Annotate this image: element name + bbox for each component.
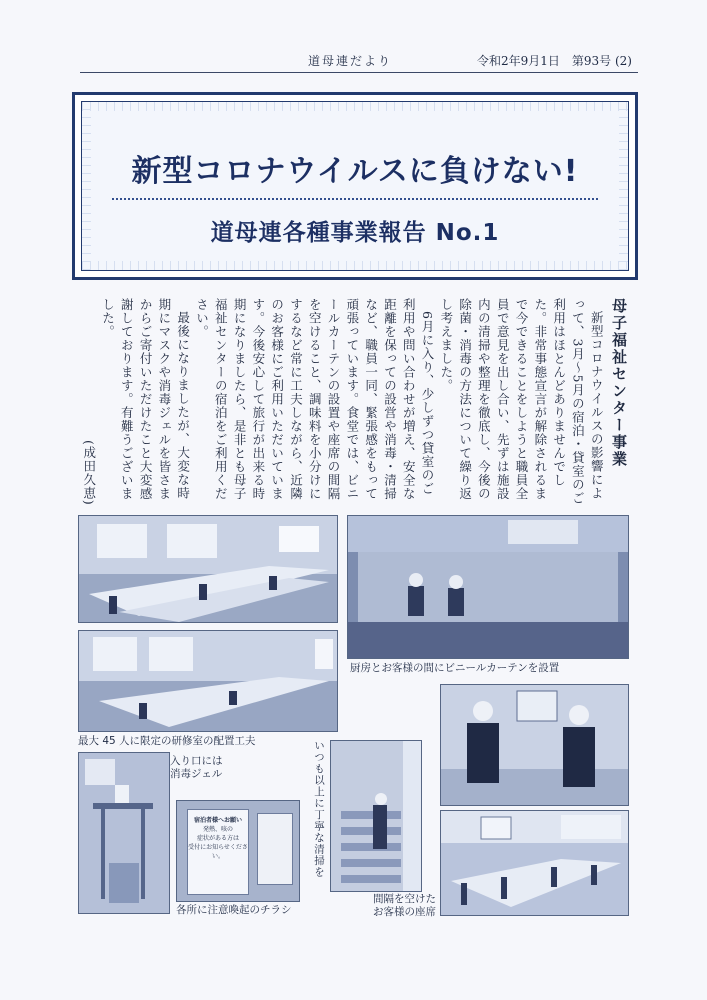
banner-title: 新型コロナウイルスに負けない! <box>131 154 579 189</box>
publication-name: 道母連だより <box>308 54 393 68</box>
caption-training-room: 最大 45 人に限定の研修室の配置工夫 <box>78 735 256 747</box>
entrance-image <box>79 753 169 913</box>
kitchen-photo <box>347 515 629 659</box>
caption-kitchen: 厨房とお客様の間にビニールカーテンを設置 <box>350 662 560 674</box>
flyer-line-1: 宿泊者様へお願い <box>193 817 242 824</box>
article-paragraph-3: 最後になりましたが、大変な時期にマスクや消毒ジェルを皆さまからご寄付いただけたこと大変感謝しております。有難うございました。 <box>100 298 191 501</box>
training-room-photo-1 <box>78 515 338 623</box>
article-heading: 母子福祉センター事業 <box>610 298 628 468</box>
dining-photo <box>440 810 629 916</box>
training-room-image-1 <box>79 516 337 622</box>
banner-subtitle: 道母連各種事業報告 No.1 <box>210 220 500 246</box>
page-header <box>80 50 640 72</box>
dotted-divider <box>112 198 598 200</box>
stairs-photo <box>330 740 422 892</box>
entrance-photo <box>78 752 170 914</box>
article-paragraph-2: 6月に入り、少しずつ貸室のご利用や問い合わせが増え、安全な距離を保っての設営や消毒・清掃など、職員一同、緊張感をもって頑張っています。食堂では、ビニールカーテンの設置や座席の間隔を空けること、調味料を小分けにするなど常に工夫しながら、近隣のお客様にご利用いただいています。今後安心して旅行が出来る時期になりましたら、是非とも母子福祉センターの宿泊をご利用ください。 <box>194 298 436 501</box>
stairs-image <box>331 741 421 891</box>
article-signature: (成田久恵) <box>81 440 97 506</box>
caption-flyer: 各所に注意喚起のチラシ <box>176 904 292 916</box>
flyer-line-4: 受付にお知らせください。 <box>188 844 248 860</box>
training-room-image-2 <box>79 631 337 731</box>
caption-seating: 間隔を空けた お客様の座席 <box>373 893 436 918</box>
dining-image <box>441 811 628 915</box>
banner-frame <box>81 101 629 271</box>
flyer-line-3: 症状がある方は <box>196 835 239 842</box>
kitchen-image <box>348 516 628 658</box>
staff-photo <box>440 684 629 806</box>
flyer-line-2: 発熱、咳の <box>202 826 233 833</box>
issue-date: 令和2年9月1日 第93号 (2) <box>477 54 632 68</box>
staff-image <box>441 685 628 805</box>
article-body <box>81 298 628 506</box>
header-rule <box>80 72 638 73</box>
flyer-sheet <box>187 809 249 895</box>
training-room-photo-2 <box>78 630 338 732</box>
caption-cleaning: いつも以上に丁寧な清掃を <box>313 740 325 878</box>
flyer-photo <box>176 800 300 902</box>
title-banner <box>72 92 638 280</box>
caption-entrance: 入り口には 消毒ジェル <box>170 755 223 780</box>
article-paragraph-1: 新型コロナウイルスの影響によって、3月～5月の宿泊・貸室のご利用はほとんどありませんでした。非常事態宣言が解除されるまで今できることをしようと職員全員で意見を出し合い、先ずは施設内の清掃や整理を徹底し、今後の除菌・消毒の方法について繰り返し考えました。 <box>438 298 605 505</box>
flyer-sheet-2 <box>257 813 293 885</box>
